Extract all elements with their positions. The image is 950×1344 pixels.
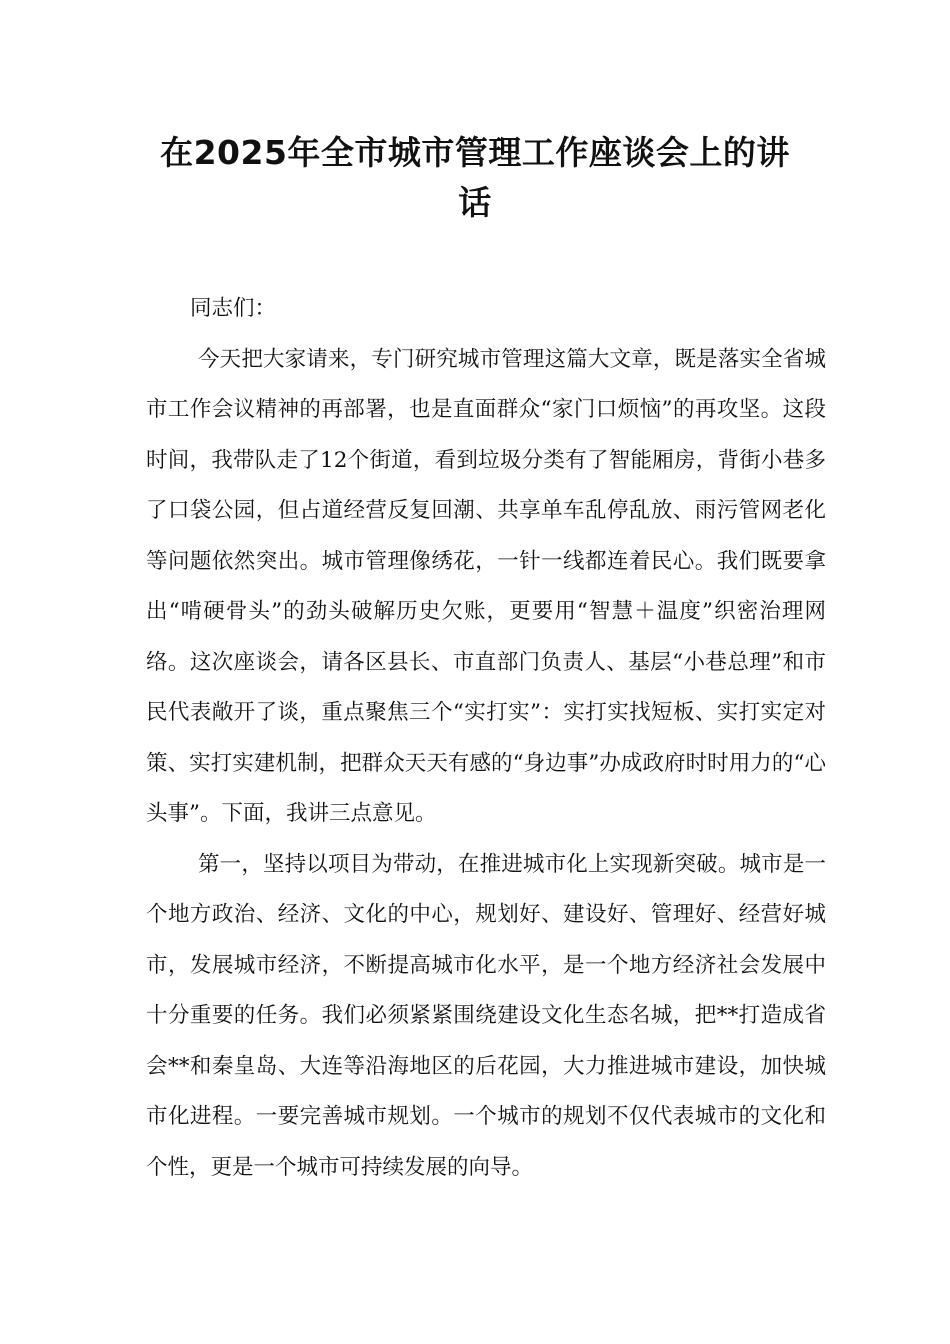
document-title [120,128,830,228]
document-body [146,284,826,1193]
paragraph-intro: 今天把大家请来，专门研究城市管理这篇大文章，既是落实全省城市工作会议精神的再部署，也是直面群众“家门口烦恼”的再攻坚。这段时间，我带队走了12个街道，看到垃圾分类有了智能厢房，背街小巷多了口袋公园，但占道经营反复回潮、共享单车乱停乱放、雨污管网老化等问题依然突出。城市管理像绣花，一针一线都连着民心。我们既要拿出“啃硬骨头”的劲头破解历史欠账，更要用“智慧＋温度”织密治理网络。这次座谈会，请各区县长、市直部门负责人、基层“小巷总理”和市民代表敞开了谈，重点聚焦三个“实打实”：实打实找短板、实打实定对策、实打实建机制，把群众天天有感的“身边事”办成政府时时用力的“心头事”。下面，我讲三点意见。 [146,346,826,826]
paragraph-first-point: 第一，坚持以项目为带动，在推进城市化上实现新突破。城市是一个地方政治、经济、文化的中心，规划好、建设好、管理好、经营好城市，发展城市经济，不断提高城市化水平，是一个地方经济社会发展中十分重要的任务。我们必须紧紧围绕建设文化生态名城，把**打造成省会**和秦皇岛、大连等沿海地区的后花园，大力推进城市建设，加快城市化进程。一要完善城市规划。一个城市的规划不仅代表城市的文化和个性，更是一个城市可持续发展的向导。 [146,851,826,1180]
title-line-2: 话 [458,183,492,222]
title-line-1: 在2025年全市城市管理工作座谈会上的讲 [160,133,790,172]
salutation: 同志们： [190,296,277,321]
